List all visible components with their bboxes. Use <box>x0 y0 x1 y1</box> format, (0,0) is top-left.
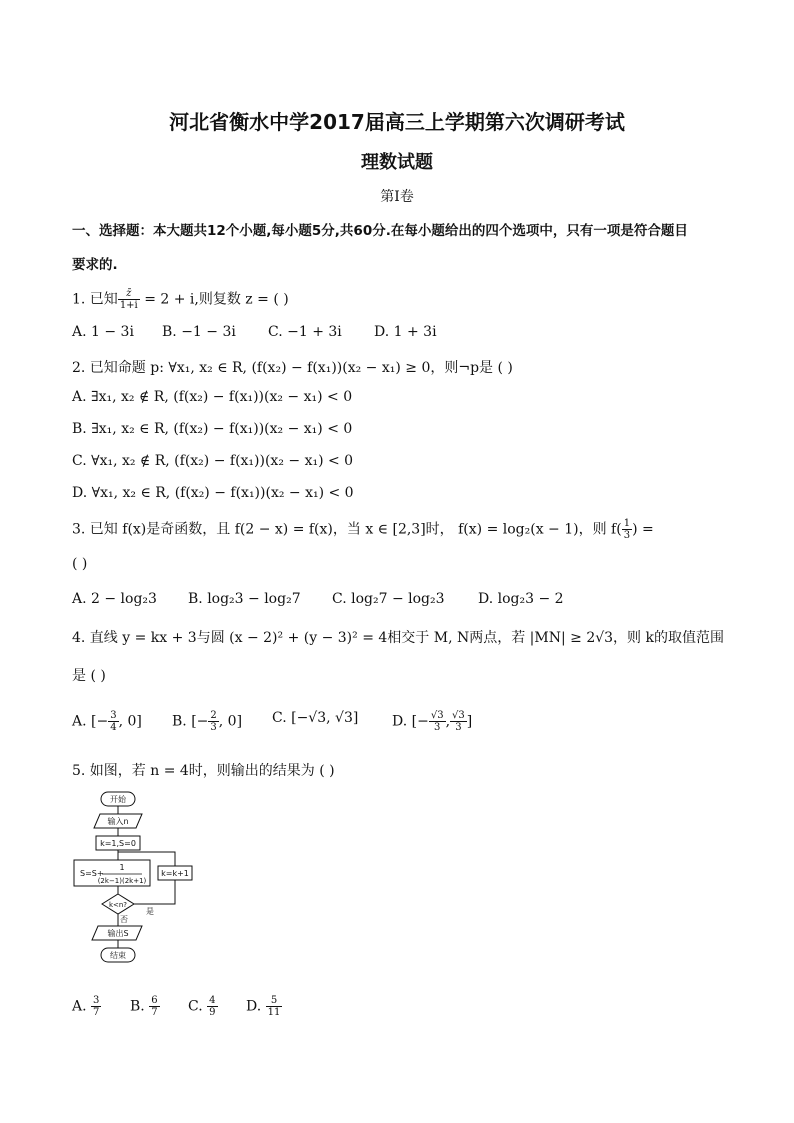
flow-inc-label: k=k+1 <box>161 869 189 878</box>
flow-calc-num: 1 <box>119 863 125 872</box>
q2-option-a: A. ∃x₁, x₂ ∉ R, (f(x₂) − f(x₁))(x₂ − x₁) < 0 <box>72 389 353 405</box>
question-4-stem-line2: 是 ( ) <box>72 668 106 684</box>
q3-option-b: B. log₂3 − log₂7 <box>188 591 301 607</box>
question-4-stem: 4. 直线 y = kx + 3与圆 (x − 2)² + (y − 3)² = 4相交于 M, N两点，若 |MN| ≥ 2√3，则 k的取值范围 <box>72 630 724 646</box>
q3-frac-den: 3 <box>623 530 631 541</box>
q4-d-den2: 3 <box>455 722 462 733</box>
q3-stem-b: ) = <box>632 521 654 538</box>
q4-a-post: , 0] <box>118 713 142 730</box>
question-5-stem: 5. 如图，若 n = 4时，则输出的结果为 ( ) <box>72 763 335 779</box>
q1-rest: = 2 + i,则复数 z = ( ) <box>139 291 289 308</box>
section-instructions-line1: 一、选择题：本大题共12个小题,每小题5分,共60分.在每小题给出的四个选项中，只有一项是符合题目 <box>72 223 688 239</box>
q5-d-frac <box>266 995 283 1018</box>
question-1-stem <box>72 288 289 311</box>
q3-option-d: D. log₂3 − 2 <box>478 591 564 607</box>
q3-option-c: C. log₂7 − log₂3 <box>332 591 445 607</box>
q4-b-frac <box>208 710 218 733</box>
q5-d-den: 11 <box>267 1007 281 1018</box>
q5-b-label: B. <box>130 998 145 1015</box>
q3-stem-a: 3. 已知 f(x)是奇函数，且 f(2 − x) = f(x)，当 x ∈ [2,3]时， f(x) = log₂(x − 1)，则 f( <box>72 521 622 538</box>
q4-b-post: , 0] <box>218 713 243 730</box>
q5-b-frac <box>149 995 159 1018</box>
q5-c-den: 9 <box>209 1007 216 1018</box>
q4-d-den1: 3 <box>434 722 441 733</box>
q1-prefix: 1. 已知 <box>72 291 118 308</box>
q4-a-den: 4 <box>110 722 117 733</box>
q4-d-mid: , <box>445 713 451 730</box>
q4-b-num: 2 <box>210 710 217 721</box>
q4-b-den: 3 <box>210 722 217 733</box>
q5-c-num: 4 <box>209 995 216 1006</box>
q3-answer-paren: ( ) <box>72 556 88 572</box>
q5-b-num: 6 <box>151 995 158 1006</box>
flow-start-label: 开始 <box>110 795 126 804</box>
flow-cond-label: k<n? <box>108 901 128 909</box>
q1-option-b: B. −1 − 3i <box>162 324 236 340</box>
q5-option-c <box>188 995 218 1018</box>
flow-yes-label: 是 <box>146 907 154 916</box>
flow-calc-den: (2k−1)(2k+1) <box>97 877 147 885</box>
q4-option-d <box>392 710 472 733</box>
exam-subtitle: 理数试题 <box>361 152 433 173</box>
question-3-stem <box>72 518 654 541</box>
flow-no-label: 否 <box>120 915 128 924</box>
q3-fraction <box>622 518 632 541</box>
question-2-stem: 2. 已知命题 p: ∀x₁, x₂ ∈ R, (f(x₂) − f(x₁))(x₂ − x₁) ≥ 0，则¬p是 ( ) <box>72 360 513 376</box>
section-instructions-line2: 要求的. <box>72 257 118 273</box>
volume-label: 第Ⅰ卷 <box>380 189 414 205</box>
q5-d-num: 5 <box>266 995 283 1007</box>
q4-option-a <box>72 710 142 733</box>
q1-fraction <box>118 288 140 311</box>
q1-option-c: C. −1 + 3i <box>268 324 342 340</box>
q4-d-post: ] <box>466 713 473 730</box>
q5-d-label: D. <box>246 998 262 1015</box>
q1-option-d: D. 1 + 3i <box>374 324 437 340</box>
q1-frac-den: 1+i <box>119 300 138 311</box>
q4-a-frac <box>108 710 118 733</box>
q4-d-num2: √3 <box>452 710 465 721</box>
q5-option-b <box>130 995 160 1018</box>
q5-c-label: C. <box>188 998 203 1015</box>
q5-a-num: 3 <box>93 995 100 1006</box>
flow-output-label: 输出S <box>107 929 129 938</box>
exam-title: 河北省衡水中学2017届高三上学期第六次调研考试 <box>169 110 625 134</box>
q3-frac-num: 1 <box>623 518 631 529</box>
flow-end-label: 结束 <box>110 951 126 960</box>
q4-a-num: 3 <box>110 710 117 721</box>
q5-a-frac <box>91 995 101 1018</box>
q5-option-a <box>72 995 101 1018</box>
q3-option-a: A. 2 − log₂3 <box>72 591 157 607</box>
q4-d-num1: √3 <box>430 710 444 721</box>
q2-option-c: C. ∀x₁, x₂ ∉ R, (f(x₂) − f(x₁))(x₂ − x₁) < 0 <box>72 453 354 469</box>
q2-option-b: B. ∃x₁, x₂ ∈ R, (f(x₂) − f(x₁))(x₂ − x₁) < 0 <box>72 421 353 437</box>
q5-b-den: 7 <box>151 1007 158 1018</box>
q4-d-frac2 <box>450 710 467 733</box>
q5-flowchart <box>70 790 210 970</box>
q4-option-b <box>172 710 242 733</box>
q5-c-frac <box>207 995 217 1018</box>
q1-option-a: A. 1 − 3i <box>72 324 134 340</box>
q5-option-d <box>246 995 282 1018</box>
q4-b-pre: B. [− <box>172 713 209 730</box>
flow-input-label: 输入n <box>107 817 129 826</box>
q4-a-pre: A. [− <box>72 713 109 730</box>
q4-option-c: C. [−√3, √3] <box>272 710 359 726</box>
flow-calc-left: S=S+ <box>80 869 104 878</box>
q5-a-label: A. <box>72 998 87 1015</box>
q2-option-d: D. ∀x₁, x₂ ∈ R, (f(x₂) − f(x₁))(x₂ − x₁) < 0 <box>72 485 354 501</box>
q5-a-den: 7 <box>93 1007 100 1018</box>
q4-d-pre: D. [− <box>392 713 429 730</box>
q4-d-frac1 <box>429 710 446 733</box>
flow-init-label: k=1,S=0 <box>100 839 136 848</box>
q1-frac-num: z̄ <box>118 288 140 300</box>
